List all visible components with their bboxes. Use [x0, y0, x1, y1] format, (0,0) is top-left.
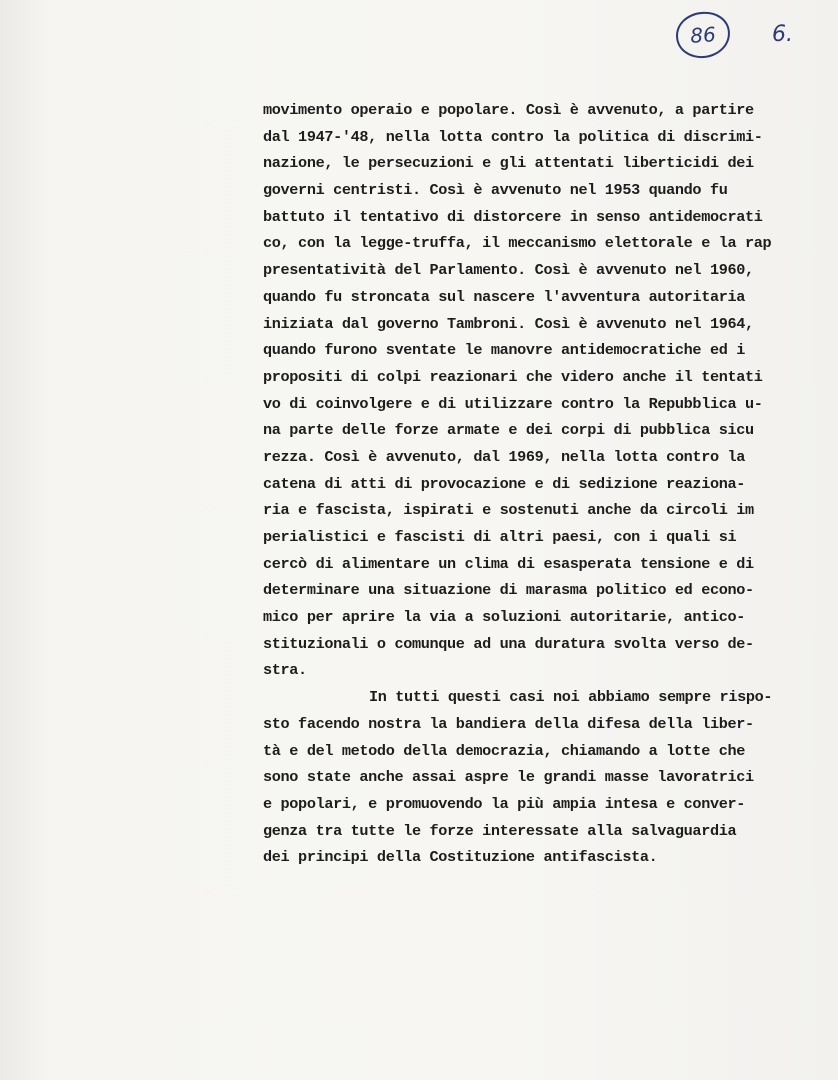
handwritten-page-mark: 6.: [772, 22, 793, 47]
text-line: sto facendo nostra la bandiera della difesa della liber-: [263, 714, 754, 733]
text-line: nazione, le persecuzioni e gli attentati liberticidi dei: [263, 154, 754, 173]
text-line: determinare una situazione di marasma politico ed econo-: [263, 581, 754, 600]
text-line: propositi di colpi reazionari che videro anche il tentati: [263, 367, 763, 386]
text-line: ria e fascista, ispirati e sostenuti anche da circoli im: [263, 501, 754, 520]
text-line: presentatività del Parlamento. Così è avvenuto nel 1960,: [263, 261, 754, 280]
text-line: catena di atti di provocazione e di sedizione reaziona-: [263, 474, 746, 493]
text-line: dal 1947-'48, nella lotta contro la politica di discrimi-: [263, 127, 763, 146]
text-line: rezza. Così è avvenuto, dal 1969, nella lotta contro la: [263, 447, 746, 466]
text-line: quando furono sventate le manovre antidemocratiche ed i: [263, 341, 746, 360]
text-line: co, con la legge-truffa, il meccanismo elettorale e la rap: [263, 234, 772, 253]
text-line: movimento operaio e popolare. Così è avvenuto, a partire: [263, 101, 754, 119]
text-line: iniziata dal governo Tambroni. Così è avvenuto nel 1964,: [263, 314, 754, 333]
circled-page-number: 86: [674, 10, 731, 60]
text-line: perialistici e fascisti di altri paesi, con i quali si: [263, 528, 737, 546]
text-line: governi centristi. Così è avvenuto nel 1953 quando fu: [263, 181, 728, 200]
text-line: dei principi della Costituzione antifascista.: [263, 848, 658, 867]
text-line: mico per aprire la via a soluzioni autoritarie, antico-: [263, 608, 746, 627]
text-line: stra.: [263, 661, 307, 680]
text-line: genza tra tutte le forze interessate alla salvaguardia: [263, 821, 737, 840]
text-line: tà e del metodo della democrazia, chiamando a lotte che: [263, 741, 746, 760]
text-line: quando fu stroncata sul nascere l'avventura autoritaria: [263, 287, 746, 306]
text-line: cercò di alimentare un clima di esasperata tensione e di: [263, 554, 754, 573]
text-line: e popolari, e promuovendo la più ampia intesa e conver-: [263, 794, 746, 813]
text-line: vo di coinvolgere e di utilizzare contro la Repubblica u-: [263, 394, 763, 413]
paragraph-first-line: In tutti questi casi noi abbiamo sempre rispo-: [369, 688, 773, 707]
text-line: sono state anche assai aspre le grandi masse lavoratrici: [263, 768, 754, 787]
text-line: na parte delle forze armate e dei corpi di pubblica sicu: [263, 421, 754, 440]
text-line: stituzionali o comunque ad una duratura svolta verso de-: [263, 634, 754, 653]
text-line: battuto il tentativo di distorcere in senso antidemocrati: [263, 207, 763, 226]
typed-text-body: [263, 97, 819, 871]
